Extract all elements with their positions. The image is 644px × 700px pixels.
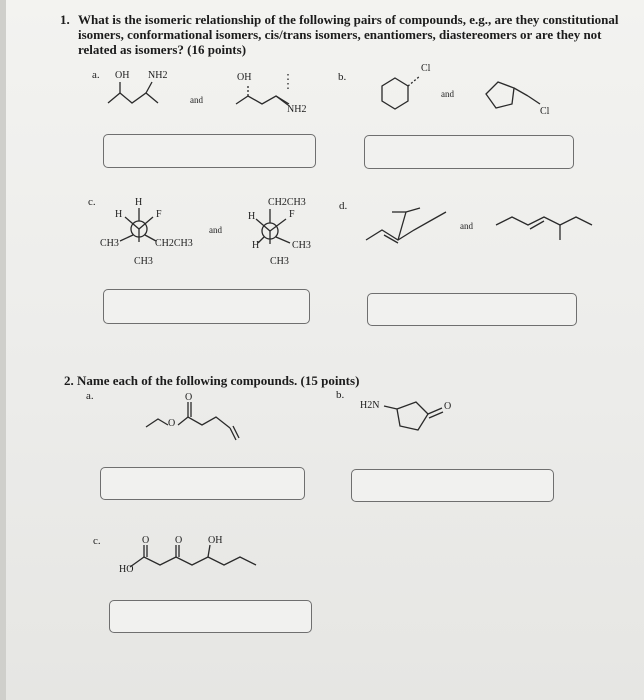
- newman-1-top: H: [135, 197, 143, 208]
- part-1b-cl-2: Cl: [540, 106, 550, 117]
- newman-2-lower-right: CH3: [292, 240, 311, 251]
- part-2c-oxygen-1: O: [142, 535, 150, 546]
- part-2b-label: b.: [336, 389, 345, 401]
- structure-2a-ester: [146, 402, 239, 440]
- newman-1-bottom: CH3: [134, 256, 153, 267]
- structure-2b-amine-ketone: [384, 402, 443, 430]
- structure-1b-right: [486, 82, 540, 108]
- part-1a-oh-2: OH: [237, 72, 252, 83]
- question-1-number: 1.: [60, 12, 70, 27]
- newman-2-upper-right: F: [289, 209, 295, 220]
- part-2a-ester-o: O: [168, 418, 176, 429]
- newman-2-bottom: CH3: [270, 256, 289, 267]
- part-1a-label: a.: [92, 69, 100, 81]
- question-1-line-1: What is the isomeric relationship of the following pairs of compounds, e.g., are they constitutional: [78, 12, 619, 27]
- newman-projection-1: [120, 208, 156, 242]
- part-1b-and: and: [441, 89, 454, 99]
- part-2c-ho: HO: [119, 564, 134, 575]
- part-1a-and: and: [190, 95, 203, 105]
- part-2a-label: a.: [86, 390, 94, 402]
- structure-1d-left: [366, 208, 446, 243]
- part-1a-oh-1: OH: [115, 70, 130, 81]
- part-1d-label: d.: [339, 200, 348, 212]
- part-2c-hydroxyl: OH: [208, 535, 223, 546]
- part-2c-label: c.: [93, 535, 101, 547]
- part-1b-cl-1: Cl: [421, 63, 431, 74]
- structure-1b-left: [382, 76, 420, 109]
- question-2-text: 2. Name each of the following compounds. (15 points): [64, 373, 360, 388]
- newman-1-upper-right: F: [156, 209, 162, 220]
- structure-1a-right: [236, 74, 289, 105]
- newman-2-lower-left: H: [252, 240, 260, 251]
- structure-1a-left: [108, 82, 158, 103]
- part-1c-label: c.: [88, 196, 96, 208]
- question-1-line-2: isomers, conformational isomers, cis/trans isomers, enantiomers, diastereomers or are they not: [78, 27, 602, 42]
- newman-2-upper-left: H: [248, 211, 256, 222]
- part-2c-oxygen-2: O: [175, 535, 183, 546]
- newman-projection-2: [256, 209, 290, 244]
- part-1c-and: and: [209, 225, 222, 235]
- question-1-line-3: related as isomers? (16 points): [78, 42, 247, 57]
- newman-2-top: CH2CH3: [268, 197, 306, 208]
- part-1a-nh2-1: NH2: [148, 70, 168, 81]
- newman-1-upper-left: H: [115, 209, 123, 220]
- part-1a-nh2-2: NH2: [287, 104, 307, 115]
- part-2b-oxygen: O: [444, 401, 452, 412]
- newman-1-lower-right: CH2CH3: [155, 238, 193, 249]
- part-1d-and: and: [460, 221, 473, 231]
- newman-1-lower-left: CH3: [100, 238, 119, 249]
- structure-2c-keto-acid: [130, 545, 256, 567]
- part-2a-carbonyl-o: O: [185, 392, 193, 403]
- part-2b-amine: H2N: [360, 400, 380, 411]
- part-1b-label: b.: [338, 71, 347, 83]
- structure-1d-right: [496, 217, 592, 240]
